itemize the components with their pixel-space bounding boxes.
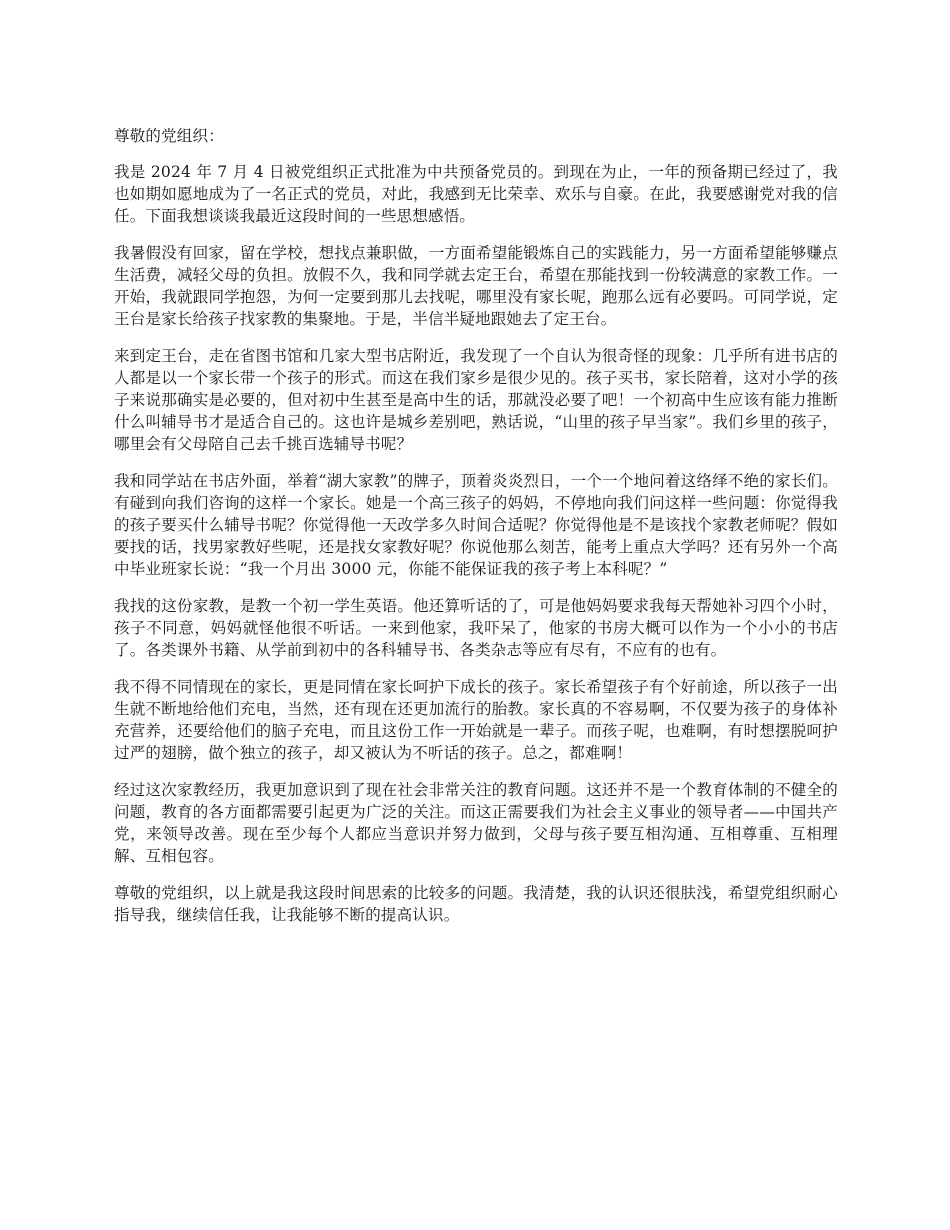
- paragraph-7: 经过这次家教经历，我更加意识到了现在社会非常关注的教育问题。这还并不是一个教育体制的不健全的问题，教育的各方面都需要引起更为广泛的关注。而这正需要我们为社会主义事业的领导者——中国共产党，来领导改善。现在至少每个人都应当意识并努力做到，父母与孩子要互相沟通、互相尊重、互相理解、互相包容。: [114, 781, 838, 865]
- paragraph-3: 来到定王台，走在省图书馆和几家大型书店附近，我发现了一个自认为很奇怪的现象：几乎所有进书店的人都是以一个家长带一个孩子的形式。而这在我们家乡是很少见的。孩子买书，家长陪着，这对小学的孩子来说那确实是必要的，但对初中生甚至是高中生的话，那就没必要了吧！一个初高中生应该有能力推断什么叫辅导书才是适合自己的。这也许是城乡差别吧，熟话说，“山里的孩子早当家”。我们乡里的孩子，哪里会有父母陪自己去千挑百选辅导书呢？: [114, 347, 838, 453]
- paragraph-5: 我找的这份家教，是教一个初一学生英语。他还算听话的了，可是他妈妈要求我每天帮她补习四个小时，孩子不同意，妈妈就怪他很不听话。一来到他家，我吓呆了，他家的书房大概可以作为一个小小的书店了。各类课外书籍、从学前到初中的各科辅导书、各类杂志等应有尽有，不应有的也有。: [114, 597, 838, 659]
- paragraph-4: 我和同学站在书店外面，举着“湖大家教”的牌子，顶着炎炎烈日，一个一个地问着这络绎不绝的家长们。有碰到向我们咨询的这样一个家长。她是一个高三孩子的妈妈，不停地向我们问这样一些问题：你觉得我的孩子要买什么辅导书呢？你觉得他一天改学多久时间合适呢？你觉得他是不是该找个家教老师呢？假如要找的话，找男家教好些呢，还是找女家教好呢？你说他那么刻苦，能考上重点大学吗？还有另外一个高中毕业班家长说：“我一个月出 3000 元，你能不能保证我的孩子考上本科呢？”: [114, 472, 838, 578]
- closing-paragraph: 尊敬的党组织，以上就是我这段时间思索的比较多的问题。我清楚，我的认识还很肤浅，希望党组织耐心指导我，继续信任我，让我能够不断的提高认识。: [114, 884, 838, 924]
- letter-body: [114, 125, 838, 941]
- paragraph-6: 我不得不同情现在的家长，更是同情在家长呵护下成长的孩子。家长希望孩子有个好前途，所以孩子一出生就不断地给他们充电，当然，还有现在还更加流行的胎教。家长真的不容易啊，不仅要为孩子的身体补充营养，还要给他们的脑子充电，而且这份工作一开始就是一辈子。而孩子呢，也难啊，有时想摆脱呵护过严的翅膀，做个独立的孩子，却又被认为不听话的孩子。总之，都难啊！: [114, 678, 838, 762]
- paragraph-2: 我暑假没有回家，留在学校，想找点兼职做，一方面希望能锻炼自己的实践能力，另一方面希望能够赚点生活费，减轻父母的负担。放假不久，我和同学就去定王台，希望在那能找到一份较满意的家教工作。一开始，我就跟同学抱怨，为何一定要到那儿去找呢，哪里没有家长呢，跑那么远有必要吗。可同学说，定王台是家长给孩子找家教的集聚地。于是，半信半疑地跟她去了定王台。: [114, 244, 838, 328]
- salutation: 尊敬的党组织：: [114, 127, 224, 145]
- paragraph-1: 我是 2024 年 7 月 4 日被党组织正式批准为中共预备党员的。到现在为止，一年的预备期已经过了，我也如期如愿地成为了一名正式的党员，对此，我感到无比荣幸、欢乐与自豪。在此，我要感谢党对我的信任。下面我想谈谈我最近这段时间的一些思想感悟。: [114, 163, 838, 225]
